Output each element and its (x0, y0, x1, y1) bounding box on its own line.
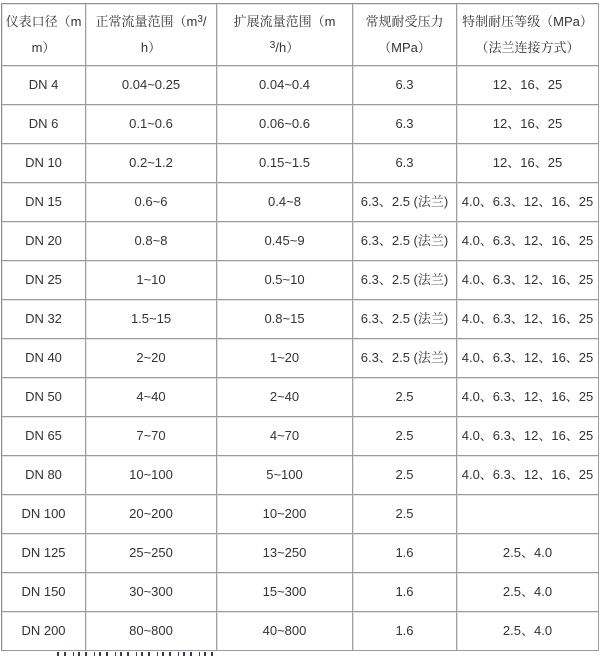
cell-meter-diameter: DN 100 (2, 495, 86, 534)
cell-special-pressure-rating: 4.0、6.3、12、16、25 (457, 261, 599, 300)
cell-extended-flow-range: 0.5~10 (217, 261, 353, 300)
header-extended-flow-range-text: 扩展流量范围（m (233, 13, 336, 29)
header-normal-flow-range-text: 正常流量范围（m (95, 13, 198, 29)
cell-extended-flow-range: 5~100 (217, 456, 353, 495)
cell-normal-flow-range: 10~100 (86, 456, 217, 495)
cell-standard-pressure: 1.6 (353, 612, 457, 651)
cell-special-pressure-rating: 4.0、6.3、12、16、25 (457, 378, 599, 417)
cell-extended-flow-range: 0.8~15 (217, 300, 353, 339)
table-row (2, 378, 599, 417)
header-normal-flow-range-unit: /h） (140, 13, 207, 55)
cell-meter-diameter: DN 65 (2, 417, 86, 456)
flowmeter-spec-table (1, 3, 599, 651)
cell-standard-pressure: 2.5 (353, 378, 457, 417)
cell-standard-pressure: 2.5 (353, 417, 457, 456)
cell-meter-diameter: DN 4 (2, 66, 86, 105)
cell-extended-flow-range: 40~800 (217, 612, 353, 651)
cell-special-pressure-rating: 4.0、6.3、12、16、25 (457, 300, 599, 339)
cell-extended-flow-range: 15~300 (217, 573, 353, 612)
cell-extended-flow-range: 1~20 (217, 339, 353, 378)
cell-special-pressure-rating (457, 495, 599, 534)
cell-normal-flow-range: 0.2~1.2 (86, 144, 217, 183)
cell-normal-flow-range: 1~10 (86, 261, 217, 300)
cell-normal-flow-range: 30~300 (86, 573, 217, 612)
header-standard-pressure: 常规耐受压力（MPa） (353, 4, 457, 66)
cell-extended-flow-range: 0.06~0.6 (217, 105, 353, 144)
cell-extended-flow-range: 10~200 (217, 495, 353, 534)
cell-standard-pressure: 6.3 (353, 66, 457, 105)
table-row (2, 66, 599, 105)
cell-standard-pressure: 6.3、2.5 (法兰) (353, 222, 457, 261)
table-row (2, 183, 599, 222)
cell-special-pressure-rating: 12、16、25 (457, 66, 599, 105)
cell-meter-diameter: DN 10 (2, 144, 86, 183)
cell-special-pressure-rating: 2.5、4.0 (457, 612, 599, 651)
cell-normal-flow-range: 25~250 (86, 534, 217, 573)
cell-extended-flow-range: 0.4~8 (217, 183, 353, 222)
header-row (2, 4, 599, 66)
cell-meter-diameter: DN 32 (2, 300, 86, 339)
cell-meter-diameter: DN 15 (2, 183, 86, 222)
table-row (2, 417, 599, 456)
cell-extended-flow-range: 0.45~9 (217, 222, 353, 261)
cell-standard-pressure: 1.6 (353, 534, 457, 573)
cell-special-pressure-rating: 2.5、4.0 (457, 573, 599, 612)
cell-special-pressure-rating: 12、16、25 (457, 105, 599, 144)
cell-meter-diameter: DN 125 (2, 534, 86, 573)
cell-meter-diameter: DN 20 (2, 222, 86, 261)
cell-standard-pressure: 1.6 (353, 573, 457, 612)
table-row (2, 339, 599, 378)
cell-special-pressure-rating: 4.0、6.3、12、16、25 (457, 222, 599, 261)
cell-meter-diameter: DN 25 (2, 261, 86, 300)
cell-meter-diameter: DN 200 (2, 612, 86, 651)
table-row (2, 573, 599, 612)
cell-normal-flow-range: 2~20 (86, 339, 217, 378)
cell-extended-flow-range: 4~70 (217, 417, 353, 456)
cell-meter-diameter: DN 150 (2, 573, 86, 612)
cell-standard-pressure: 6.3、2.5 (法兰) (353, 261, 457, 300)
cell-normal-flow-range: 7~70 (86, 417, 217, 456)
table-row (2, 495, 599, 534)
cell-normal-flow-range: 20~200 (86, 495, 217, 534)
cell-normal-flow-range: 0.8~8 (86, 222, 217, 261)
cell-standard-pressure: 6.3、2.5 (法兰) (353, 339, 457, 378)
table-row (2, 105, 599, 144)
cell-normal-flow-range: 0.6~6 (86, 183, 217, 222)
cell-extended-flow-range: 2~40 (217, 378, 353, 417)
cell-standard-pressure: 6.3、2.5 (法兰) (353, 300, 457, 339)
cell-extended-flow-range: 0.15~1.5 (217, 144, 353, 183)
table-body (2, 66, 599, 651)
cell-standard-pressure: 6.3 (353, 144, 457, 183)
superscript-3: 3 (197, 13, 203, 25)
cell-meter-diameter: DN 40 (2, 339, 86, 378)
header-normal-flow-range (86, 4, 217, 66)
cell-normal-flow-range: 4~40 (86, 378, 217, 417)
header-extended-flow-range-unit: /h） (275, 39, 300, 55)
cell-special-pressure-rating: 12、16、25 (457, 144, 599, 183)
table-row (2, 261, 599, 300)
table-row (2, 534, 599, 573)
cell-extended-flow-range: 13~250 (217, 534, 353, 573)
cell-special-pressure-rating: 4.0、6.3、12、16、25 (457, 183, 599, 222)
clipped-text-fragment (57, 652, 217, 656)
cell-meter-diameter: DN 80 (2, 456, 86, 495)
cell-normal-flow-range: 1.5~15 (86, 300, 217, 339)
cell-standard-pressure: 6.3 (353, 105, 457, 144)
cell-normal-flow-range: 80~800 (86, 612, 217, 651)
cell-extended-flow-range: 0.04~0.4 (217, 66, 353, 105)
table-row (2, 144, 599, 183)
table-row (2, 612, 599, 651)
cell-normal-flow-range: 0.1~0.6 (86, 105, 217, 144)
cell-meter-diameter: DN 50 (2, 378, 86, 417)
cell-special-pressure-rating: 4.0、6.3、12、16、25 (457, 417, 599, 456)
cell-special-pressure-rating: 2.5、4.0 (457, 534, 599, 573)
table-header (2, 4, 599, 66)
header-meter-diameter: 仪表口径（mm） (2, 4, 86, 66)
table-row (2, 456, 599, 495)
cell-standard-pressure: 6.3、2.5 (法兰) (353, 183, 457, 222)
cell-normal-flow-range: 0.04~0.25 (86, 66, 217, 105)
cell-special-pressure-rating: 4.0、6.3、12、16、25 (457, 456, 599, 495)
cell-standard-pressure: 2.5 (353, 495, 457, 534)
header-extended-flow-range (217, 4, 353, 66)
superscript-3: 3 (269, 39, 276, 51)
cell-special-pressure-rating: 4.0、6.3、12、16、25 (457, 339, 599, 378)
cell-standard-pressure: 2.5 (353, 456, 457, 495)
table-row (2, 300, 599, 339)
table-row (2, 222, 599, 261)
header-special-pressure-rating: 特制耐压等级（MPa）（法兰连接方式） (457, 4, 599, 66)
cell-meter-diameter: DN 6 (2, 105, 86, 144)
